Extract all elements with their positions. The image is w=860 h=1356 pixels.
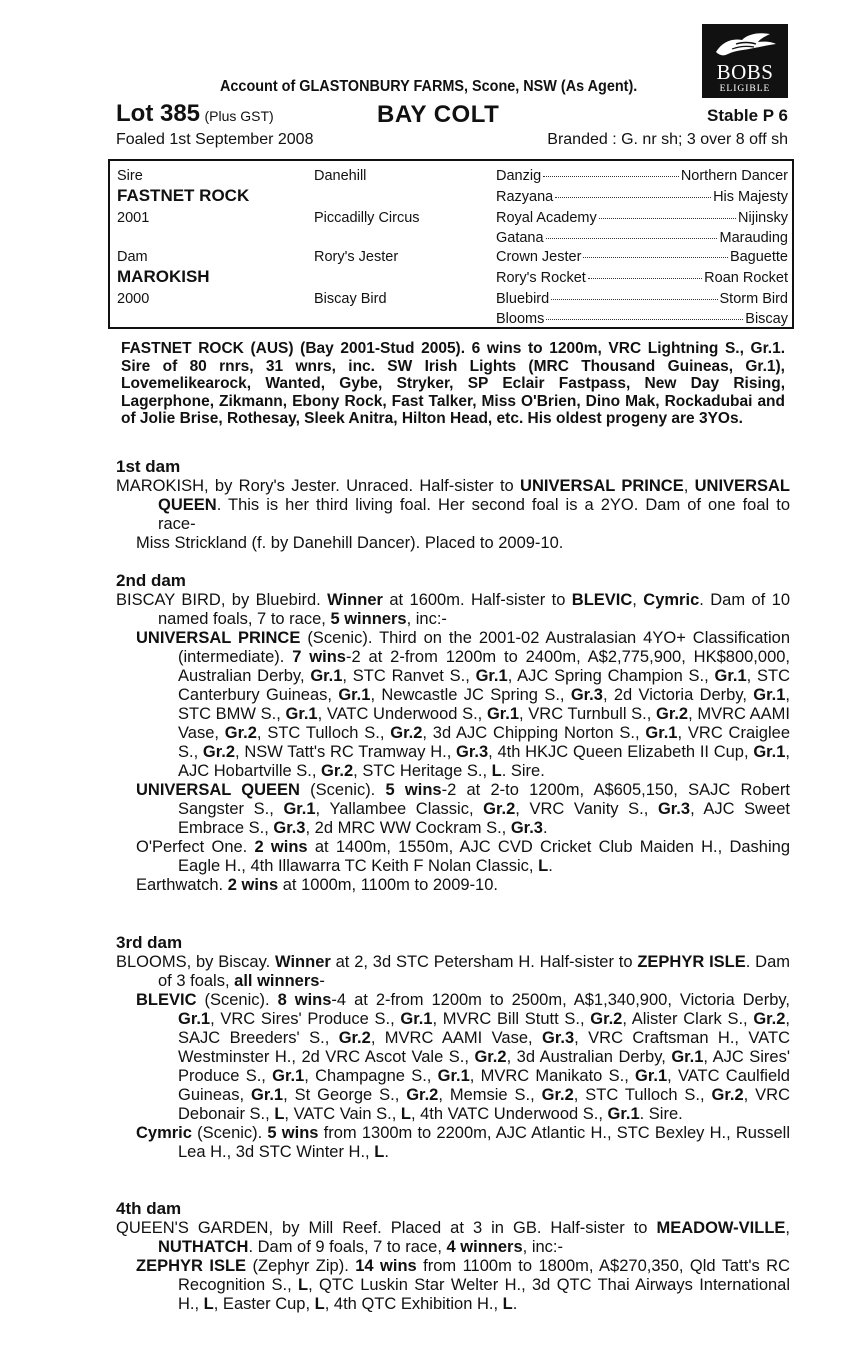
g3-right: Baguette bbox=[729, 249, 788, 265]
progeny-operfect-one: O'Perfect One. 2 wins at 1400m, 1550m, AJC CVD Cricket Club Maiden H., Dashing Eagle H., 4th Illawarra TC Keith F Nolan Classic, L. bbox=[136, 838, 791, 875]
g3-left: Rory's Rocket bbox=[496, 270, 586, 286]
g3-row bbox=[496, 311, 788, 327]
second-dam-text: BISCAY BIRD, by Bluebird. Winner at 1600m. Half-sister to BLEVIC, Cymric. Dam of 10 named foals, 7 to race, 5 winners, inc:- bbox=[116, 591, 790, 628]
g3-row bbox=[496, 270, 788, 286]
dam-name: MAROKISH bbox=[117, 267, 210, 286]
progeny-universal-prince: UNIVERSAL PRINCE (Scenic). Third on the 2001-02 Australasian 4YO+ Classification (intermediate). 7 wins-2 at 2-from 1200m to 2400m, A$2,775,900, HK$800,000, Australian Derby, Gr.1, STC Ranvet S., Gr.1, AJC Spring Champion S., Gr.1, STC Canterbury Guineas, Gr.1, Newcastle JC Spring S., Gr.3, 2d Victoria Derby, Gr.1, STC BMW S., Gr.1, VATC Underwood S., Gr.1, VRC Turnbull S., Gr.2, MVRC AAMI Vase, Gr.2, STC Tulloch S., Gr.2, 3d AJC Chipping Norton S., Gr.1, VRC Craiglee S., Gr.2, NSW Tatt's RC Tramway H., Gr.3, 4th HKJC Queen Elizabeth II Cup, Gr.1, AJC Hobartville S., Gr.2, STC Heritage S., L. Sire. bbox=[136, 629, 791, 780]
g3-right: Northern Dancer bbox=[680, 168, 788, 184]
branding: Branded : G. nr sh; 3 over 8 off sh bbox=[547, 131, 788, 148]
sire-name: FASTNET ROCK bbox=[117, 186, 250, 205]
third-dam-text: BLOOMS, by Biscay. Winner at 2, 3d STC Petersham H. Half-sister to ZEPHYR ISLE. Dam of 3 foals, all winners- bbox=[116, 953, 791, 990]
g3-right: Marauding bbox=[719, 230, 788, 246]
second-dam-heading: 2nd dam bbox=[116, 571, 186, 590]
sire-dam: Piccadilly Circus bbox=[314, 210, 420, 226]
sex-colour: BAY COLT bbox=[377, 101, 500, 128]
g3-left: Razyana bbox=[496, 189, 554, 205]
sire-label: Sire bbox=[117, 168, 143, 184]
progeny-zephyr-isle: ZEPHYR ISLE (Zephyr Zip). 14 wins from 1100m to 1800m, A$270,350, Qld Tatt's RC Recognition S., L, QTC Luskin Star Welter H., 3d QTC Thai Airways International H., L, Easter Cup, L, 4th QTC Exhibition H., L. bbox=[136, 1257, 791, 1313]
lot-number bbox=[116, 100, 274, 128]
progeny-blevic: BLEVIC (Scenic). 8 wins-4 at 2-from 1200m to 2500m, A$1,340,900, Victoria Derby, Gr.1, VRC Sires' Produce S., Gr.1, MVRC Bill Stutt S., Gr.2, Alister Clark S., Gr.2, SAJC Breeders' S., Gr.2, MVRC AAMI Vase, Gr.3, VRC Craftsman H., VATC Westminster H., 2d VRC Ascot Vale S., Gr.2, 3d Australian Derby, Gr.1, AJC Sires' Produce S., Gr.1, Champagne S., Gr.1, MVRC Manikato S., Gr.1, VATC Caulfield Guineas, Gr.1, St George S., Gr.2, Memsie S., Gr.2, STC Tulloch S., Gr.2, VRC Debonair S., L, VATC Vain S., L, 4th VATC Underwood S., Gr.1. Sire. bbox=[136, 991, 791, 1123]
g3-right: Nijinsky bbox=[738, 210, 788, 226]
g3-row bbox=[496, 230, 788, 246]
g3-left: Blooms bbox=[496, 311, 545, 327]
g3-left: Royal Academy bbox=[496, 210, 597, 226]
g3-left: Gatana bbox=[496, 230, 544, 246]
g3-row bbox=[496, 189, 788, 205]
sire-summary: FASTNET ROCK (AUS) (Bay 2001-Stud 2005). 6 wins to 1200m, VRC Lightning S., Gr.1. Sire of 80 rnrs, 31 wnrs, inc. SW Irish Lights (MRC Thousand Guineas, Gr.1), Lovemelikearock, Wanted, Gybe, Stryker, SP Eclair Fastpass, New Day Rising, Lagerphone, Zikmann, Ebony Rock, Fast Talker, Miss O'Brien, Dino Mak, Rockadubai and of Jolie Brise, Rothesay, Sleek Anitra, Hilton Head, etc. His oldest progeny are 3YOs. bbox=[121, 340, 785, 427]
g3-left: Bluebird bbox=[496, 291, 550, 307]
first-dam-text: MAROKISH, by Rory's Jester. Unraced. Half-sister to UNIVERSAL PRINCE, UNIVERSAL QUEEN. This is her third living foal. Her second foal is a 2YO. Dam of one foal to race- bbox=[116, 477, 790, 533]
g3-row bbox=[496, 291, 788, 307]
fourth-dam-heading: 4th dam bbox=[116, 1199, 182, 1218]
fourth-dam-text: QUEEN'S GARDEN, by Mill Reef. Placed at 3 in GB. Half-sister to MEADOW-VILLE, NUTHATCH. Dam of 9 foals, 7 to race, 4 winners, inc:- bbox=[116, 1219, 790, 1256]
first-dam-foal: Miss Strickland (f. by Danehill Dancer). Placed to 2009-10. bbox=[136, 534, 564, 552]
logo-text-eligible: ELIGIBLE bbox=[719, 84, 771, 94]
logo-text-bobs: BOBS bbox=[716, 60, 774, 84]
sire-sire: Danehill bbox=[314, 168, 367, 184]
horse-head-icon bbox=[712, 28, 778, 60]
second-dam-section bbox=[116, 591, 790, 895]
first-dam-section bbox=[116, 477, 790, 553]
g3-row bbox=[496, 210, 788, 226]
pedigree-box bbox=[108, 159, 794, 329]
g3-left: Danzig bbox=[496, 168, 542, 184]
g3-right: Roan Rocket bbox=[704, 270, 788, 286]
progeny-earthwatch: Earthwatch. 2 wins at 1000m, 1100m to 2009-10. bbox=[136, 876, 498, 894]
third-dam-heading: 3rd dam bbox=[116, 933, 183, 952]
dam-sire: Rory's Jester bbox=[314, 249, 399, 265]
first-dam-heading: 1st dam bbox=[116, 457, 181, 476]
progeny-universal-queen: UNIVERSAL QUEEN (Scenic). 5 wins-2 at 2-to 1200m, A$605,150, SAJC Robert Sangster S., Gr.1, Yallambee Classic, Gr.2, VRC Vanity S., Gr.3, AJC Sweet Embrace S., Gr.3, 2d MRC WW Cockram S., Gr.3. bbox=[136, 781, 790, 837]
g3-row bbox=[496, 249, 788, 265]
dam-year: 2000 bbox=[117, 291, 150, 307]
stable-number: Stable P 6 bbox=[707, 106, 788, 125]
vendor-account: Account of GLASTONBURY FARMS, Scone, NSW (As Agent). bbox=[220, 78, 638, 95]
foaled-date: Foaled 1st September 2008 bbox=[116, 131, 314, 148]
third-dam-section bbox=[116, 953, 790, 1162]
fourth-dam-section bbox=[116, 1219, 790, 1314]
g3-right: His Majesty bbox=[713, 189, 788, 205]
lot-gst-note: (Plus GST) bbox=[204, 108, 274, 124]
g3-right: Storm Bird bbox=[719, 291, 788, 307]
lot-label: Lot 385 bbox=[116, 100, 201, 127]
g3-row bbox=[496, 168, 788, 184]
g3-right: Biscay bbox=[745, 311, 788, 327]
bobs-eligible-logo bbox=[702, 24, 788, 98]
dam-label: Dam bbox=[117, 249, 148, 265]
dam-dam: Biscay Bird bbox=[314, 291, 387, 307]
progeny-cymric: Cymric (Scenic). 5 wins from 1300m to 2200m, AJC Atlantic H., STC Bexley H., Russell Lea H., 3d STC Winter H., L. bbox=[136, 1124, 790, 1161]
sire-year: 2001 bbox=[117, 210, 150, 226]
g3-left: Crown Jester bbox=[496, 249, 582, 265]
